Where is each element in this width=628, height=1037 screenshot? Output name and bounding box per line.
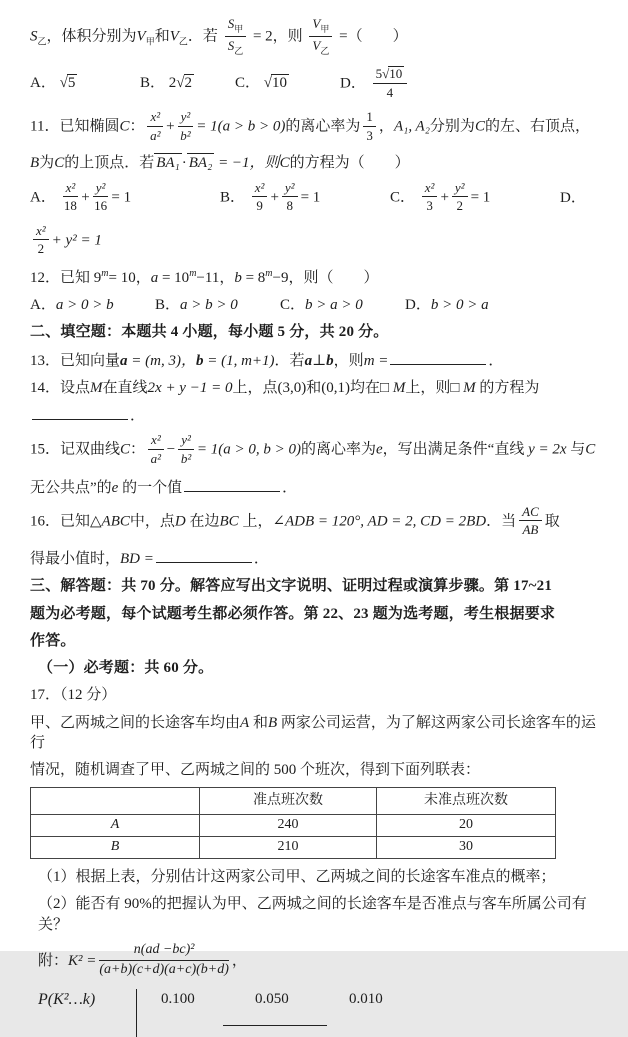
q17-item2: （2）能否有 90%的把握认为甲、乙两城之间的长途客车是否准点与客车所属公司有关？ bbox=[38, 896, 587, 933]
math-var: e bbox=[375, 441, 383, 458]
section3-sub-header: （一）必考题：共 60 分。 bbox=[38, 660, 214, 677]
option-label: B． bbox=[140, 75, 166, 92]
option-b bbox=[140, 73, 235, 93]
math-expr: 2x + y −1 = 0 bbox=[147, 379, 233, 396]
math-expr: + y² = 1 bbox=[51, 232, 102, 249]
table-cell: 30 bbox=[377, 837, 556, 859]
answer-blank bbox=[390, 350, 486, 365]
q17-item1: （1）根据上表，分别估计这两家公司甲、乙两城之间的长途客车准点的概率； bbox=[38, 869, 556, 886]
stem-text: 和 bbox=[252, 714, 268, 731]
stem-text: ，写出满足条件“直线 bbox=[382, 441, 525, 458]
option-b: B．a > b > 0 bbox=[155, 297, 238, 314]
stem-text: 上，则□ bbox=[405, 379, 460, 396]
p-expression: P(K²…k) bbox=[38, 991, 96, 1009]
stem-text: 在边 bbox=[189, 513, 220, 530]
option-d: D．b > 0 > a bbox=[405, 297, 489, 314]
stem-text: 14．设点 bbox=[30, 379, 91, 396]
stem-text: 的方程为 bbox=[479, 379, 540, 396]
frac-num: y² bbox=[178, 109, 194, 127]
fraction bbox=[99, 942, 229, 979]
option-label: A． bbox=[30, 189, 56, 206]
stem-text: =（ ） bbox=[339, 28, 408, 45]
option-c: C．b > a > 0 bbox=[280, 297, 363, 314]
stem-text: 16．已知 bbox=[30, 513, 91, 530]
operator: − bbox=[166, 441, 176, 458]
stem-text: ．若 bbox=[274, 352, 305, 369]
section3-header-line3: 作答。 bbox=[30, 632, 76, 649]
math-var: b bbox=[234, 269, 242, 286]
stem-text: 的一个值 bbox=[122, 479, 183, 496]
math-var: b bbox=[195, 352, 204, 369]
stem-text: 上， bbox=[242, 513, 273, 530]
table-header-row bbox=[31, 788, 556, 815]
operator: + bbox=[166, 118, 175, 135]
fraction bbox=[309, 16, 332, 57]
operator: · bbox=[181, 155, 187, 172]
option-label: D． bbox=[340, 75, 366, 92]
math-var: C bbox=[119, 118, 130, 135]
answer-blank bbox=[32, 405, 128, 420]
math-subscript: 乙 bbox=[37, 36, 47, 47]
stem-text: 和 bbox=[154, 28, 170, 45]
math-expr: = 1(a > b > 0) bbox=[196, 118, 286, 135]
math-expr: BD = bbox=[120, 551, 154, 568]
q12-stem bbox=[30, 267, 604, 288]
stem-text: ，体积分别为 bbox=[46, 28, 137, 45]
math-expr: (0,1) bbox=[321, 379, 350, 396]
coefficient: 5 bbox=[375, 65, 383, 81]
math-expr: = 1(a > 0, b > 0) bbox=[196, 441, 301, 458]
stem-text: 取 bbox=[544, 513, 560, 530]
q12-options bbox=[30, 295, 604, 315]
section2-header: 二、填空题：本题共 4 小题，每小题 5 分，共 20 分。 bbox=[30, 324, 389, 341]
table-cell: A bbox=[31, 815, 200, 837]
stem-text: 分别为 bbox=[429, 118, 475, 135]
frac-num: 1 bbox=[363, 109, 376, 127]
frac-den: V bbox=[312, 37, 321, 53]
math-expr: = −1，则 bbox=[218, 155, 280, 172]
frac-num-sub: 甲 bbox=[320, 24, 330, 34]
option-c bbox=[235, 73, 340, 93]
math-var: M bbox=[90, 379, 103, 396]
header-cell-empty bbox=[31, 788, 200, 815]
radical: √5 bbox=[59, 75, 76, 92]
stem-text: 的离心率为 bbox=[285, 118, 361, 135]
q11-options-row1 bbox=[30, 181, 604, 215]
header-cell-late: 未准点班次数 bbox=[377, 788, 556, 815]
section3-header-line2: 题为必考题，每个试题考生都必须作答。第 22、23 题为选考题，考生根据要求 bbox=[30, 605, 556, 622]
option-label: C． bbox=[235, 75, 261, 92]
stem-text: ： bbox=[130, 441, 146, 458]
stem-text: 的左、右顶点， bbox=[484, 118, 590, 135]
stem-text: ， bbox=[231, 953, 247, 970]
math-var: B bbox=[267, 714, 278, 731]
q14-stem-line1 bbox=[30, 378, 604, 398]
math-expr: y = 2x bbox=[528, 441, 567, 458]
math-expr: △ABC bbox=[90, 513, 130, 530]
frac-den-sub: 乙 bbox=[234, 45, 244, 56]
stem-text: 与 bbox=[570, 441, 586, 458]
stem-text: 中，点 bbox=[129, 513, 175, 530]
stem-text: 的方程为（ ） bbox=[289, 155, 410, 172]
fraction bbox=[373, 66, 408, 101]
table-cell: 210 bbox=[200, 837, 377, 859]
stem-text: 无公共点”的 bbox=[30, 479, 112, 496]
math-var: e bbox=[111, 479, 119, 496]
math-expr: = (1, m+1) bbox=[207, 352, 275, 369]
math-var: V bbox=[136, 28, 146, 45]
q17-paragraph-line1 bbox=[30, 713, 604, 754]
table-cell: 240 bbox=[200, 815, 377, 837]
radical: √10 bbox=[263, 75, 287, 92]
stem-text: 甲、乙两城之间的长途客车均由 bbox=[30, 714, 241, 731]
fraction: $\frac{\text{y²}}{\text{b²}}$ bbox=[178, 432, 194, 466]
fraction bbox=[225, 16, 247, 57]
math-var: A bbox=[240, 714, 250, 731]
stem-text: = 10 bbox=[161, 269, 190, 286]
table-cell: 20 bbox=[377, 815, 556, 837]
math-var: V bbox=[169, 28, 179, 45]
fraction bbox=[147, 109, 163, 143]
formula-label: 附： bbox=[38, 953, 69, 970]
frac-num: S bbox=[227, 16, 235, 31]
math-var: C bbox=[54, 155, 65, 172]
stem-text: = 2，则 bbox=[252, 28, 303, 45]
math-var: M bbox=[463, 379, 476, 396]
fraction: $\frac{\text{x²}}{2}$ bbox=[33, 223, 49, 257]
math-expr: A₁, A₂ bbox=[393, 118, 430, 135]
math-var: a bbox=[150, 269, 159, 286]
math-var: M bbox=[392, 379, 406, 396]
stem-text: 12．已知 9 bbox=[30, 269, 102, 286]
q15-stem-line2 bbox=[30, 477, 604, 498]
stem-text: 13．已知向量 bbox=[30, 352, 121, 369]
vector-overline: BA₁ bbox=[156, 155, 180, 172]
option-c: C． $\frac{\text{x²}}{3}$ + $\frac{\text{y²}}{2}$ = 1 bbox=[390, 179, 491, 214]
fraction bbox=[178, 109, 194, 143]
q11-stem-line2 bbox=[30, 153, 604, 173]
q16-stem-line1 bbox=[30, 505, 604, 539]
k2-formula bbox=[30, 943, 604, 980]
option-a: A．a > 0 > b bbox=[30, 297, 114, 314]
q13-stem bbox=[30, 350, 604, 371]
math-var: C bbox=[585, 441, 596, 458]
option-b: B． $\frac{\text{x²}}{9}$ + $\frac{\text{y²}}{8}$ = 1 bbox=[220, 179, 321, 214]
operator: ⊥ bbox=[312, 352, 327, 369]
radicand: 10 bbox=[272, 75, 287, 92]
stem-text: ． bbox=[130, 408, 146, 425]
answer-blank bbox=[156, 548, 252, 563]
table-divider bbox=[136, 989, 137, 1037]
table-cell: B bbox=[31, 837, 200, 859]
q17-header: 17．（12 分） bbox=[30, 687, 117, 704]
p-value: 0.010 bbox=[349, 991, 383, 1008]
math-var: b bbox=[326, 352, 334, 369]
exponent: m bbox=[189, 267, 197, 279]
stem-text: ．当 bbox=[486, 513, 517, 530]
math-var: a bbox=[304, 352, 313, 369]
fraction: $\frac{AC}{AB}$ bbox=[519, 504, 542, 538]
frac-num: x² bbox=[147, 109, 163, 127]
math-expr: = (m, 3)， bbox=[131, 352, 196, 369]
q16-stem-line2 bbox=[30, 548, 604, 569]
option-a: A． $\frac{\text{x²}}{18}$ + $\frac{\text{y²}}{16}$ = 1 bbox=[30, 179, 132, 214]
stem-text: 的离心率为 bbox=[300, 441, 376, 458]
exponent: m bbox=[265, 267, 273, 279]
math-expr: m = bbox=[363, 352, 389, 369]
stem-text: 的上顶点．若 bbox=[64, 155, 155, 172]
frac-den-sub: 乙 bbox=[320, 45, 330, 56]
frac-den: 4 bbox=[386, 84, 394, 100]
option-label: C． bbox=[390, 189, 416, 206]
stem-text: 两家公司运营，为了解这两家公司长途客车的运行 bbox=[30, 714, 596, 751]
stem-text: ： bbox=[129, 118, 145, 135]
math-var: C bbox=[474, 118, 485, 135]
stem-text: 上，点 bbox=[232, 379, 278, 396]
math-var: BC bbox=[219, 513, 239, 530]
exponent: m bbox=[101, 267, 109, 279]
q11-stem-line1 bbox=[30, 110, 604, 144]
table-row-B bbox=[31, 837, 556, 859]
p-value: 0.100 bbox=[161, 991, 195, 1008]
stem-text: ， bbox=[378, 118, 394, 135]
frac-den: (a+b)(c+d)(a+c)(b+d) bbox=[99, 961, 229, 977]
frac-num-sub: 甲 bbox=[234, 24, 244, 34]
frac-den: b² bbox=[180, 127, 191, 143]
stem-text: −9，则（ ） bbox=[272, 269, 379, 286]
stem-text: 均在□ bbox=[350, 379, 390, 396]
option-label: A． bbox=[30, 75, 56, 92]
radical: √10 bbox=[382, 65, 403, 81]
frac-den: 3 bbox=[366, 127, 373, 143]
stem-text: = 8 bbox=[245, 269, 266, 286]
frac-den: a² bbox=[150, 127, 161, 143]
stem-text: = 10， bbox=[108, 269, 151, 286]
option-label: B． bbox=[220, 189, 246, 206]
radical: √2 bbox=[176, 75, 192, 92]
frac-den: S bbox=[227, 37, 235, 53]
stem-text: ． bbox=[253, 551, 269, 568]
stem-text: ． bbox=[488, 352, 504, 369]
option-a bbox=[30, 73, 140, 93]
math-var: B bbox=[30, 155, 40, 172]
radicand: 5 bbox=[67, 75, 76, 92]
radicand: 10 bbox=[389, 65, 403, 81]
fraction bbox=[363, 109, 376, 143]
q10-options bbox=[30, 67, 604, 102]
stem-text: 和 bbox=[306, 379, 322, 396]
section3-header-line1: 三、解答题：共 70 分。解答应写出文字说明、证明过程或演算步骤。第 17~21 bbox=[30, 578, 553, 595]
math-var: a bbox=[120, 352, 128, 369]
math-var: S bbox=[30, 28, 38, 45]
math-var: C bbox=[279, 155, 290, 172]
stem-text: −11， bbox=[196, 269, 235, 286]
stem-text: 为 bbox=[39, 155, 55, 172]
math-var: C bbox=[120, 441, 131, 458]
math-subscript: 甲 bbox=[145, 36, 155, 47]
q14-answer-line bbox=[30, 405, 604, 426]
option-d bbox=[340, 67, 410, 102]
math-expr: K² = bbox=[68, 953, 97, 970]
stem-text: 11．已知椭圆 bbox=[30, 118, 120, 135]
coefficient: 2 bbox=[168, 75, 177, 92]
stem-text: ．若 bbox=[187, 28, 218, 45]
math-expr: ∠ADB = 120°, AD = 2, CD = 2BD bbox=[272, 513, 487, 530]
q11-options-row2 bbox=[30, 224, 604, 258]
radicand: 2 bbox=[184, 75, 192, 92]
q10-stem bbox=[30, 17, 604, 58]
header-cell-ontime: 准点班次数 bbox=[200, 788, 377, 815]
option-d-label: D． bbox=[560, 189, 586, 206]
table-row-A bbox=[31, 815, 556, 837]
math-expr: (3,0) bbox=[277, 379, 307, 396]
contingency-table bbox=[30, 787, 556, 859]
math-subscript: 乙 bbox=[178, 36, 188, 47]
math-var: D bbox=[174, 513, 186, 530]
frac-num: n(ad −bc)² bbox=[99, 942, 229, 961]
stem-text: 15．记双曲线 bbox=[30, 441, 121, 458]
answer-blank bbox=[184, 477, 280, 492]
critical-value-table bbox=[30, 989, 604, 1037]
stem-text: ． bbox=[282, 479, 298, 496]
p-value: 0.050 bbox=[255, 989, 299, 1009]
stem-text: 在直线 bbox=[102, 379, 148, 396]
vector-overline: BA₂ bbox=[188, 155, 213, 172]
frac-num: V bbox=[312, 16, 321, 31]
fraction: $\frac{\text{x²}}{\text{a²}}$ bbox=[148, 432, 164, 466]
q17-paragraph-line2: 情况，随机调查了甲、乙两城之间的 500 个班次，得到下面列联表： bbox=[30, 762, 481, 779]
stem-text: ，则 bbox=[333, 352, 364, 369]
stem-text: 得最小值时， bbox=[30, 551, 121, 568]
q15-stem-line1 bbox=[30, 433, 604, 467]
